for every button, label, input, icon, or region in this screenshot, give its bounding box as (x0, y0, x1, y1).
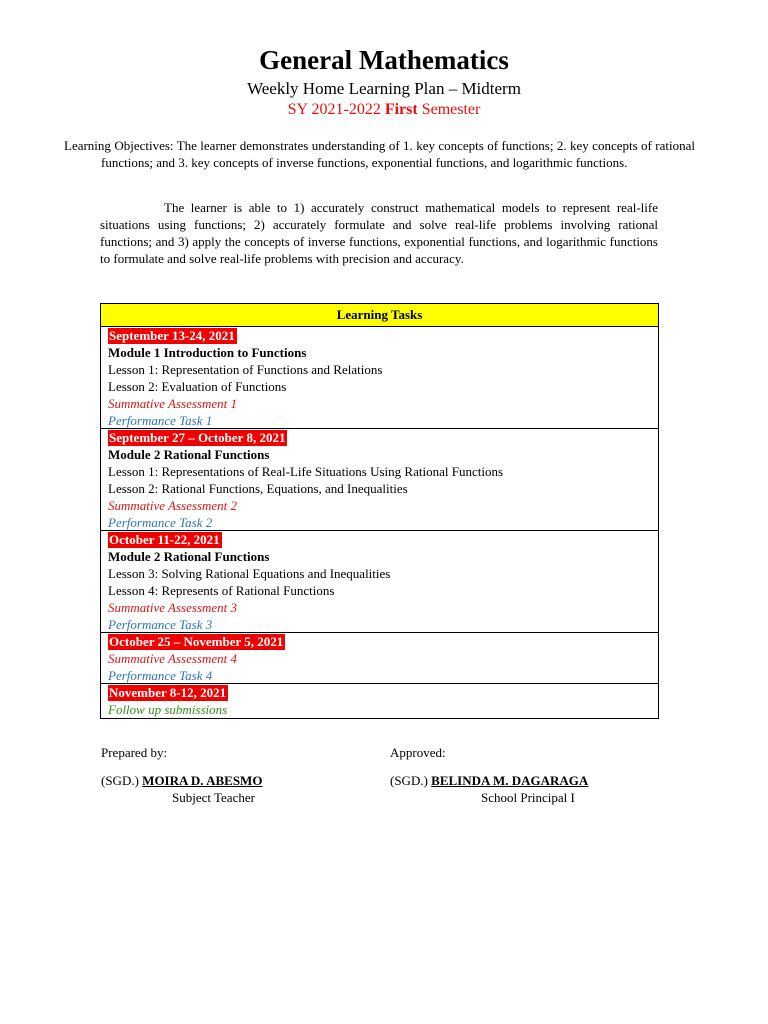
task-date: November 8-12, 2021 (109, 685, 227, 700)
document-subtitle: Weekly Home Learning Plan – Midterm (247, 79, 521, 98)
task-module: Module 1 Introduction to Functions (108, 345, 307, 360)
follow-up-note: Follow up submissions (108, 702, 228, 717)
task-lesson: Lesson 1: Representations of Real-Life Situations Using Rational Functions (108, 464, 504, 479)
semester-suffix: Semester (417, 101, 481, 118)
learning-tasks-table (100, 303, 659, 719)
performance-task: Performance Task 4 (108, 668, 213, 683)
task-block (101, 429, 658, 531)
task-module: Module 2 Rational Functions (108, 447, 270, 462)
sgd-prefix: (SGD.) (101, 773, 143, 788)
task-block (101, 633, 658, 684)
task-date: September 13-24, 2021 (109, 328, 235, 343)
performance-task: Performance Task 1 (108, 413, 213, 428)
semester-first: First (384, 101, 418, 118)
learning-tasks-header: Learning Tasks (101, 304, 658, 327)
prepared-by-label: Prepared by: (101, 745, 168, 760)
summative-assessment: Summative Assessment 3 (108, 600, 238, 615)
task-module: Module 2 Rational Functions (108, 549, 270, 564)
task-lesson: Lesson 4: Represents of Rational Functions (108, 583, 335, 598)
teacher-role: Subject Teacher (172, 790, 255, 805)
principal-signature (390, 772, 588, 789)
task-date: October 11-22, 2021 (109, 532, 220, 547)
sgd-prefix: (SGD.) (390, 773, 432, 788)
task-date: September 27 – October 8, 2021 (109, 430, 286, 445)
teacher-name: MOIRA D. ABESMO (142, 773, 263, 788)
learning-objectives-paragraph: Learning Objectives: The learner demonstrates understanding of 1. key concepts of functions; 2. key concepts of rational functions; and 3. key concepts of inverse functions, exponential functions, and logarithmic functions. (64, 138, 695, 170)
performance-standard-paragraph: The learner is able to 1) accurately construct mathematical models to represent real-life situations using functions; 2) accurately formulate and solve real-life problems involving rational functions; and 3) apply the concepts of inverse functions, exponential functions, and logarithmic functions to formulate and solve real-life problems with precision and accuracy. (100, 200, 658, 266)
task-lesson: Lesson 3: Solving Rational Equations and Inequalities (108, 566, 391, 581)
task-lesson: Lesson 2: Evaluation of Functions (108, 379, 287, 394)
summative-assessment: Summative Assessment 4 (108, 651, 238, 666)
task-block (101, 327, 658, 429)
task-block (101, 684, 658, 718)
school-year-prefix: SY 2021-2022 (287, 101, 385, 118)
task-block (101, 531, 658, 633)
principal-name: BELINDA M. DAGARAGA (431, 773, 589, 788)
task-lesson: Lesson 1: Representation of Functions and Relations (108, 362, 383, 377)
performance-task: Performance Task 2 (108, 515, 213, 530)
approved-label: Approved: (390, 745, 446, 760)
school-year-line (0, 99, 768, 121)
summative-assessment: Summative Assessment 2 (108, 498, 238, 513)
teacher-signature (101, 772, 262, 789)
performance-task: Performance Task 3 (108, 617, 213, 632)
principal-role: School Principal I (481, 790, 575, 805)
task-lesson: Lesson 2: Rational Functions, Equations, and Inequalities (108, 481, 408, 496)
document-title: General Mathematics (259, 45, 509, 75)
task-date: October 25 – November 5, 2021 (109, 634, 284, 649)
summative-assessment: Summative Assessment 1 (108, 396, 238, 411)
